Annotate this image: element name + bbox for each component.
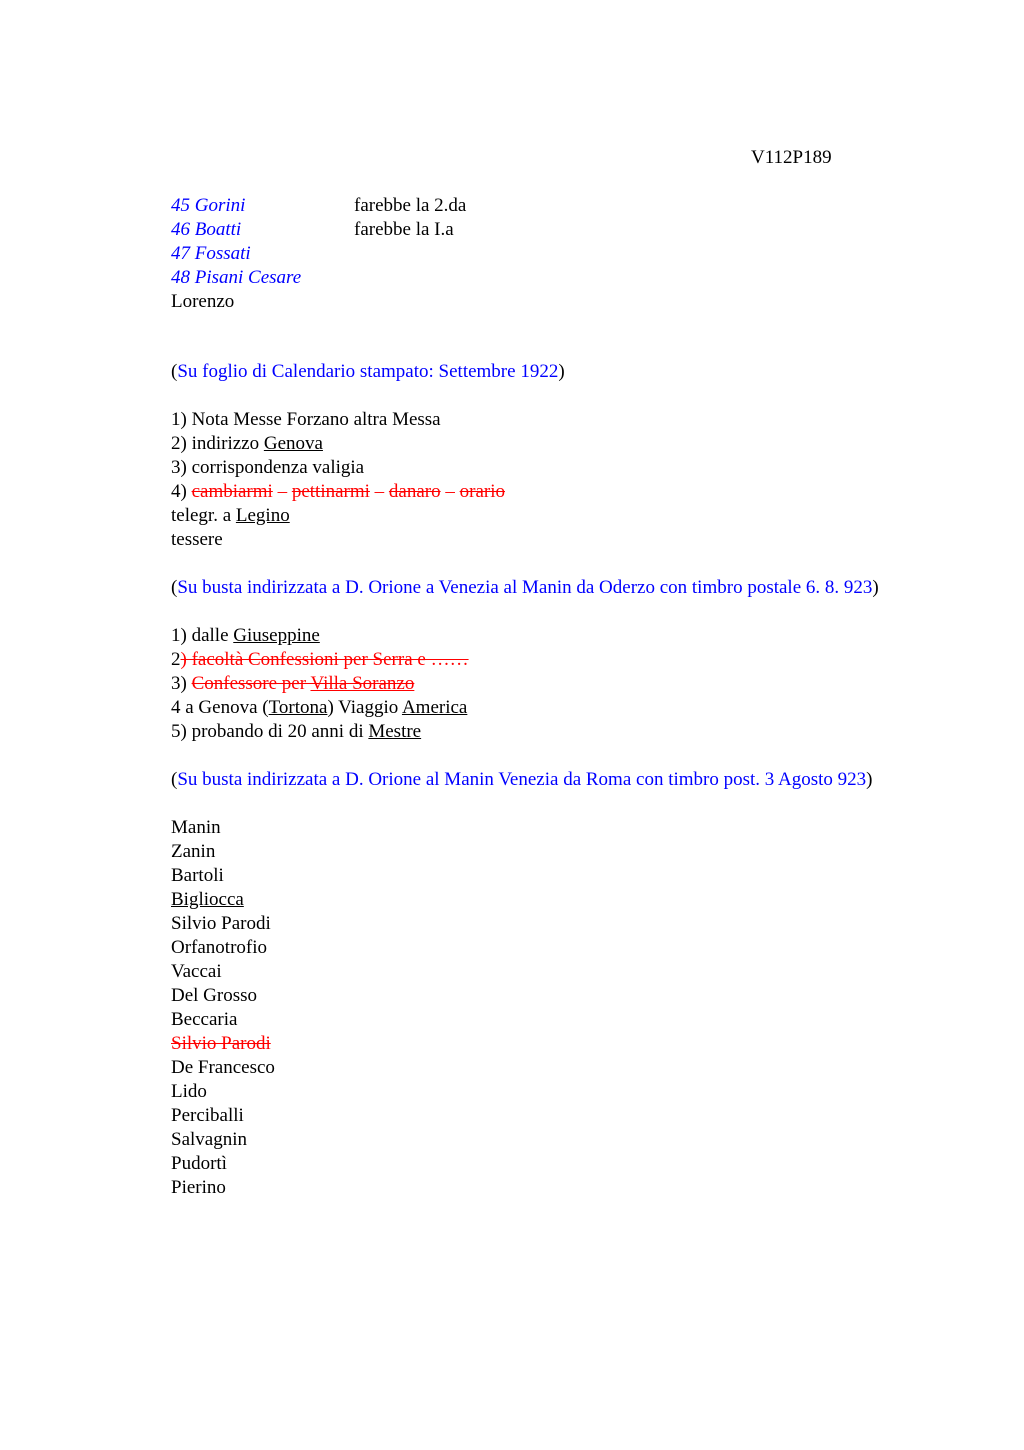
name-item: Perciballi — [171, 1105, 244, 1126]
note-item: 4 a Genova (Tortona) Viaggio America — [171, 697, 468, 718]
note-item: 1) Nota Messe Forzano altra Messa — [171, 409, 441, 430]
top-list — [171, 194, 911, 314]
underlined-word: Legino — [235, 505, 290, 526]
section-caption: (Su foglio di Calendario stampato: Settembre 1922) — [171, 361, 565, 382]
underlined-word: Giuseppine — [233, 625, 320, 646]
struck-text: Confessore per — [191, 673, 311, 694]
document-body — [171, 194, 911, 1200]
note-item: 5) probando di 20 anni di Mestre — [171, 721, 422, 742]
name-item: Manin — [171, 817, 221, 838]
top-list-note: farebbe la I.a — [354, 219, 454, 240]
struck-underlined-text: Villa Soranzo — [310, 673, 415, 694]
lorenzo-line: Lorenzo — [171, 291, 235, 312]
name-item — [171, 1032, 911, 1056]
caption-text: Su busta indirizzata a D. Orione a Venezia al Manin da Oderzo con timbro postale 6. 8. 923 — [177, 577, 873, 598]
section-caption: (Su busta indirizzata a D. Orione al Manin Venezia da Roma con timbro post. 3 Agosto 923) — [171, 769, 873, 790]
note-item: 1) dalle Giuseppine — [171, 625, 320, 646]
struck-word: Silvio Parodi — [171, 1033, 271, 1054]
struck-word: danaro — [388, 481, 441, 502]
name-item: De Francesco — [171, 1057, 275, 1078]
top-list-item — [171, 242, 911, 266]
name-item: Zanin — [171, 841, 216, 862]
top-list-item — [171, 266, 911, 290]
name-item — [171, 888, 911, 912]
note-item: 2) facoltà Confessioni per Serra e …… — [171, 649, 469, 670]
top-list-name: 48 Pisani Cesare — [171, 267, 302, 288]
name-item: Del Grosso — [171, 985, 258, 1006]
section-busta-roma — [171, 768, 911, 1200]
struck-word: cambiarmi — [191, 481, 273, 502]
section-caption: (Su busta indirizzata a D. Orione a Venezia al Manin da Oderzo con timbro postale 6. 8. 923) — [171, 577, 879, 598]
top-list-note: farebbe la 2.da — [354, 195, 467, 216]
struck-word: pettinarmi — [291, 481, 370, 502]
name-item: Orfanotrofio — [171, 937, 268, 958]
top-list-name: 47 Fossati — [171, 243, 251, 264]
note-item: 3) Confessore per Villa Soranzo — [171, 673, 415, 694]
name-item: Lido — [171, 1081, 207, 1102]
name-item: Salvagnin — [171, 1129, 247, 1150]
name-item: Beccaria — [171, 1009, 238, 1030]
caption-text: Su busta indirizzata a D. Orione al Manin Venezia da Roma con timbro post. 3 Agosto 923 — [177, 769, 867, 790]
underlined-word: America — [401, 697, 468, 718]
struck-word: orario — [459, 481, 505, 502]
note-item: 3) corrispondenza valigia — [171, 457, 365, 478]
document-code: V112P189 — [751, 147, 832, 168]
top-list-name: 46 Boatti — [171, 219, 242, 240]
underlined-word: Tortona — [268, 697, 328, 718]
struck-text: ) facoltà Confessioni per Serra e …… — [180, 649, 469, 670]
note-item: telegr. a Legino — [171, 505, 290, 526]
name-item: Silvio Parodi — [171, 913, 271, 934]
caption-text: Su foglio di Calendario stampato: Settembre 1922 — [177, 361, 559, 382]
underlined-word: Mestre — [368, 721, 422, 742]
section-busta-oderzo — [171, 576, 911, 744]
underlined-word: Genova — [263, 433, 323, 454]
top-list-item — [171, 218, 911, 242]
name-item: Pudortì — [171, 1153, 227, 1174]
note-item: tessere — [171, 529, 223, 550]
note-item: 4) cambiarmi – pettinarmi – danaro – orario — [171, 481, 505, 502]
top-list-name: 45 Gorini — [171, 195, 246, 216]
name-item: Vaccai — [171, 961, 222, 982]
underlined-word: Bigliocca — [171, 889, 244, 910]
section-calendario — [171, 360, 911, 552]
name-item: Pierino — [171, 1177, 226, 1198]
top-list-item — [171, 194, 911, 218]
note-item: 2) indirizzo Genova — [171, 433, 323, 454]
name-item: Bartoli — [171, 865, 224, 886]
